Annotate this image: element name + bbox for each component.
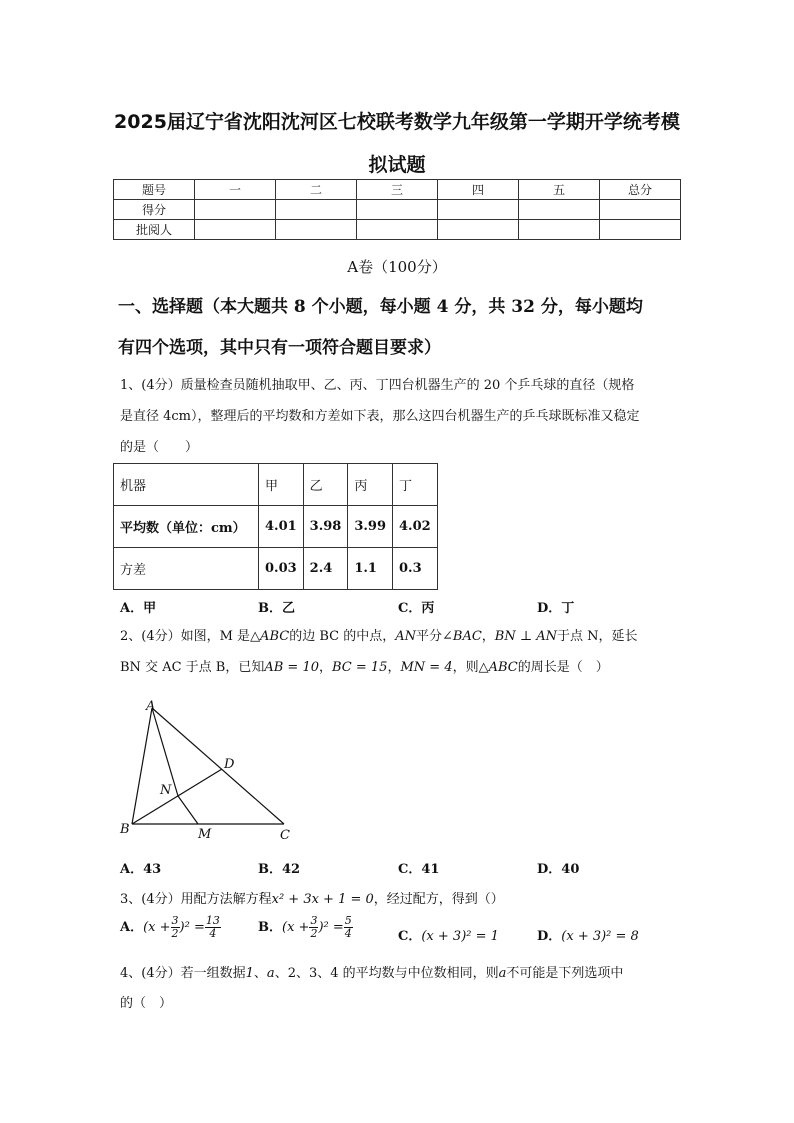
exam-title-line2: 拟试题 <box>368 154 426 176</box>
table-cell: 3.98 <box>303 506 348 548</box>
option-math: (x + 3)² = 8 <box>561 929 639 944</box>
option-math: )² = <box>318 920 344 935</box>
table-cell: 机器 <box>114 464 259 506</box>
q3-option-b[interactable] <box>258 915 353 940</box>
score-cell: 总分 <box>600 180 681 200</box>
q3-option-a[interactable] <box>120 915 221 940</box>
option-math: (x + <box>143 920 171 935</box>
q2-math: △ABC <box>478 660 518 675</box>
fraction-num: 13 <box>205 914 220 927</box>
score-cell: 二 <box>276 180 357 200</box>
score-table-row <box>114 200 681 220</box>
q2-math: ∠BAC <box>442 629 482 644</box>
score-cell <box>519 220 600 240</box>
score-cell: 题号 <box>114 180 195 200</box>
option-label: B． <box>258 920 282 935</box>
score-cell <box>519 200 600 220</box>
score-cell <box>438 200 519 220</box>
table-row <box>114 464 438 506</box>
segment-ab <box>132 708 152 824</box>
q3-text: 3、(4分）用配方法解方程 <box>120 892 272 907</box>
q2-text: BN 交 AC 于点 B，已知 <box>120 660 265 675</box>
q3-equation: x² + 3x + 1 = 0 <box>271 892 374 907</box>
label-b: B <box>120 822 130 837</box>
q3-option-d[interactable] <box>537 925 639 944</box>
score-cell: 五 <box>519 180 600 200</box>
score-cell: 四 <box>438 180 519 200</box>
score-cell <box>276 200 357 220</box>
q4-line1 <box>120 958 680 989</box>
section-subtitle: A卷（100分） <box>347 258 447 276</box>
q2-text: 的周长是（ ） <box>517 660 609 675</box>
q4-text: 、2、3、4 的平均数与中位数相同，则 <box>274 966 499 981</box>
q1-option-d[interactable]: D．丁 <box>537 601 575 616</box>
score-cell <box>195 220 276 240</box>
q2-math: BN ⊥ AN <box>494 629 557 644</box>
table-cell: 方差 <box>114 548 259 590</box>
table-cell: 4.02 <box>393 506 438 548</box>
option-math: )² = <box>179 920 205 935</box>
table-row <box>114 506 438 548</box>
table-cell: 4.01 <box>259 506 304 548</box>
segment-bd <box>132 769 222 824</box>
table-cell: 丁 <box>393 464 438 506</box>
table-cell: 1.1 <box>348 548 393 590</box>
fraction <box>171 915 180 940</box>
q2-text: 2、(4分）如图，M 是 <box>120 629 251 644</box>
q4-text: 不可能是下列选项中 <box>506 966 624 981</box>
q2-option-a[interactable]: A．43 <box>120 862 162 877</box>
q2-option-b[interactable]: B．42 <box>258 862 301 877</box>
exam-title-line1: 2025届辽宁省沈阳沈河区七校联考数学九年级第一学期开学统考模 <box>114 111 680 133</box>
segment-ac <box>152 708 284 824</box>
score-cell: 三 <box>357 180 438 200</box>
q2-math: AN <box>395 629 416 644</box>
label-a: A <box>146 699 156 714</box>
q2-line2 <box>120 652 680 683</box>
option-math: (x + <box>282 920 310 935</box>
score-cell <box>438 220 519 240</box>
fraction-den: 2 <box>310 927 318 940</box>
q1-line3: 的是（ ） <box>120 440 199 455</box>
label-c: C <box>280 828 290 843</box>
q2-math: △ABC <box>250 629 290 644</box>
option-math: (x + 3)² = 1 <box>421 929 499 944</box>
q4-math: 1 <box>245 966 254 981</box>
label-m: M <box>198 827 212 842</box>
label-d: D <box>224 757 235 772</box>
q4-math: a <box>266 966 275 981</box>
score-cell <box>600 200 681 220</box>
q2-line1 <box>120 621 680 652</box>
q1-data-table <box>113 463 438 590</box>
q4-line2: 的（ ） <box>120 996 173 1011</box>
fraction <box>344 915 353 940</box>
q3-text: ，经过配方，得到（） <box>373 892 504 907</box>
q2-text: 于点 N，延长 <box>556 629 638 644</box>
q2-text: 平分 <box>415 629 442 644</box>
fraction <box>205 915 221 940</box>
segment-nm <box>178 796 198 824</box>
table-cell: 0.03 <box>259 548 304 590</box>
score-cell <box>195 200 276 220</box>
q2-math: MN = 4 <box>400 660 453 675</box>
fraction-den: 4 <box>344 927 352 940</box>
section1-heading-line2: 有四个选项，其中只有一项符合题目要求） <box>118 338 441 358</box>
table-cell: 甲 <box>259 464 304 506</box>
q2-triangle-figure <box>112 698 302 843</box>
label-n: N <box>160 783 172 798</box>
q2-math: BC = 15 <box>332 660 388 675</box>
score-cell: 批阅人 <box>114 220 195 240</box>
option-label: A． <box>120 920 144 935</box>
score-cell: 一 <box>195 180 276 200</box>
score-table-row <box>114 220 681 240</box>
q2-text: ， <box>387 660 401 675</box>
table-row <box>114 548 438 590</box>
score-table-header-row <box>114 180 681 200</box>
q1-line2: 是直径 4cm），整理后的平均数和方差如下表，那么这四台机器生产的乒乓球既标准又稳定 <box>120 409 640 424</box>
fraction-den: 2 <box>171 927 179 940</box>
option-label: D． <box>537 929 562 944</box>
q2-option-c[interactable]: C．41 <box>398 862 440 877</box>
q2-text: ， <box>481 629 495 644</box>
q1-option-a[interactable]: A．甲 <box>120 601 157 616</box>
q2-text: ， <box>319 660 333 675</box>
score-cell <box>600 220 681 240</box>
score-cell <box>357 200 438 220</box>
q2-text: ，则 <box>452 660 479 675</box>
q1-option-b[interactable]: B．乙 <box>258 601 295 616</box>
section1-heading-line1: 一、选择题（本大题共 8 个小题，每小题 4 分，共 32 分，每小题均 <box>118 297 643 317</box>
q2-math: AB = 10 <box>264 660 319 675</box>
table-cell: 乙 <box>303 464 348 506</box>
fraction-den: 4 <box>209 927 217 940</box>
score-cell: 得分 <box>114 200 195 220</box>
table-cell: 平均数（单位：cm） <box>114 506 259 548</box>
q4-math: a <box>498 966 507 981</box>
q4-text: 、 <box>253 966 267 981</box>
table-cell: 0.3 <box>393 548 438 590</box>
table-cell: 3.99 <box>348 506 393 548</box>
table-cell: 2.4 <box>303 548 348 590</box>
q3-line1 <box>120 884 680 915</box>
option-label: C． <box>398 929 422 944</box>
fraction-num: 5 <box>344 914 352 927</box>
q1-option-c[interactable]: C．丙 <box>398 601 435 616</box>
q4-text: 4、(4分）若一组数据 <box>120 966 246 981</box>
q3-option-c[interactable] <box>398 925 499 944</box>
q2-text: 的边 BC 的中点， <box>289 629 396 644</box>
table-cell: 丙 <box>348 464 393 506</box>
q1-line1: 1、(4分）质量检查员随机抽取甲、乙、丙、丁四台机器生产的 20 个乒乓球的直径（规格 <box>120 378 635 393</box>
score-cell <box>276 220 357 240</box>
q2-option-d[interactable]: D．40 <box>537 862 580 877</box>
fraction-num: 3 <box>310 914 318 927</box>
score-cell <box>357 220 438 240</box>
score-table <box>113 179 681 240</box>
fraction-num: 3 <box>171 914 179 927</box>
